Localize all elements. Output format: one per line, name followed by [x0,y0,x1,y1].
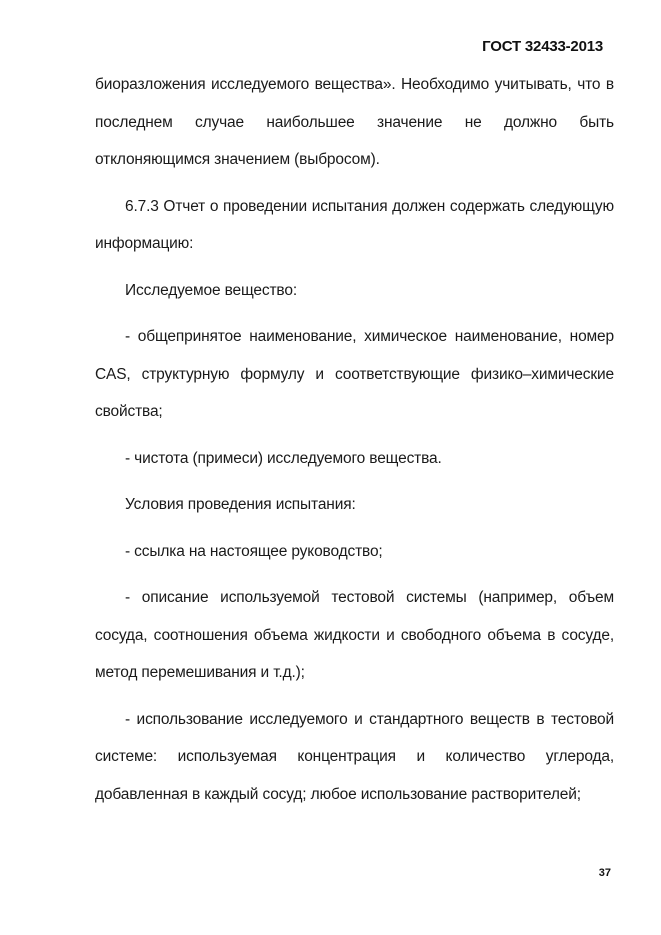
paragraph-report-contents: 6.7.3 Отчет о проведении испытания должен содержать следующую информацию: [95,197,614,252]
paragraph-test-system-description: - описание используемой тестовой системы (например, объем сосуда, соотношения объема жидкости и свободного объема в сосуде, метод перемешивания и т.д.); [95,589,614,681]
paragraph-substance-purity: - чистота (примеси) исследуемого вещества. [125,449,442,467]
paragraph-guideline-reference: - ссылка на настоящее руководство; [125,542,383,560]
document-body [95,66,614,822]
document-header: ГОСТ 32433-2013 [482,38,603,55]
page-number: 37 [598,867,611,879]
paragraph-test-substance-heading: Исследуемое вещество: [125,281,297,299]
paragraph-continuation: биоразложения исследуемого вещества». Необходимо учитывать, что в последнем случае наибольшее значение не должно быть отклоняющимся значением (выбросом). [95,76,614,168]
paragraph-test-conditions-heading: Условия проведения испытания: [125,496,356,513]
paragraph-substance-identity: - общепринятое наименование, химическое наименование, номер CAS, структурную формулу и соответствующие физико–химические свойства; [95,328,614,420]
paragraph-substance-usage: - использование исследуемого и стандартного веществ в тестовой системе: используемая концентрация и количество углерода, добавленная в каждый сосуд; любое использование растворителей; [95,710,614,803]
